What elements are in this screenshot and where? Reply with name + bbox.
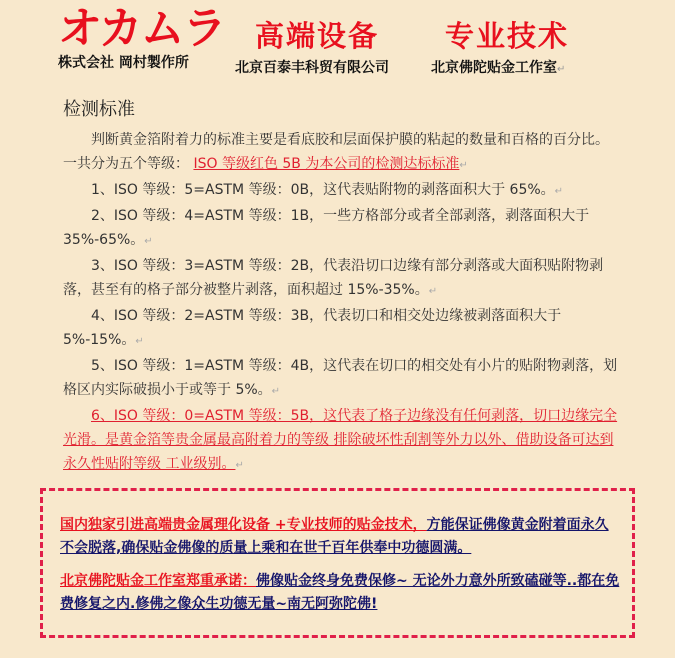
level-item-1: 1、ISO 等级：5=ASTM 等级：0B，这代表贴附物的剥落面积大于 65%。↵	[91, 182, 564, 198]
header	[0, 0, 675, 85]
promo-line-1: 国内独家引进高端贵金属理化设备 +专业技师的贴金技术，方能保证佛像黄金附着面永久不会脱落,确保贴金佛像的质量上乘和在世千百年供奉中功德圆满。	[60, 517, 609, 556]
standards-body	[63, 128, 618, 478]
intro-paragraph: 判断黄金箔附着力的标准主要是看底胶和层面保护膜的粘起的数量和百格的百分比。一共分为五个等级： ISO 等级红色 5B 为本公司的检测达标标准↵	[63, 132, 609, 172]
logo-subtitle: 株式会社 岡村製作所	[58, 55, 189, 71]
company-name-right: 北京佛陀贴金工作室↵	[431, 60, 566, 76]
paragraph-mark-icon: ↵	[557, 64, 566, 75]
level-item-3: 3、ISO 等级：3=ASTM 等级：2B，代表沿切口边缘有部分剥落或大面积贴附物剥落，甚至有的格子部分被整片剥落，面积超过 15%-35%。↵	[63, 258, 604, 298]
level-item-2: 2、ISO 等级：4=ASTM 等级：1B，一些方格部分或者全部剥落，剥落面积大于 35%-65%。↵	[63, 208, 590, 248]
promo-line-2: 北京佛陀贴金工作室郑重承诺：佛像贴金终身免费保修~ 无论外力意外所致磕碰等..都在免费修复之内.修佛之像众生功德无量~南无阿弥陀佛!	[60, 573, 620, 612]
section-title: 检测标准	[63, 99, 135, 120]
promo-text	[60, 514, 620, 626]
promo-box	[40, 488, 635, 638]
level-item-5: 5、ISO 等级：1=ASTM 等级：4B，这代表在切口的相交处有小片的贴附物剥落，划格区内实际破损小于或等于 5%。↵	[63, 358, 618, 398]
standard-highlight: ISO 等级红色 5B 为本公司的检测达标标准	[193, 156, 460, 172]
slogan-professional-tech: 专业技术	[445, 19, 570, 53]
slogan-high-end-equipment: 高端设备	[255, 19, 380, 53]
level-item-4: 4、ISO 等级：2=ASTM 等级：3B，代表切口和相交处边缘被剥落面积大于 5%-15%。↵	[63, 308, 562, 348]
level-item-6-highlight: 6、ISO 等级：0=ASTM 等级：5B，这代表了格子边缘没有任何剥落，切口边缘完全光滑。是黄金箔等贵金属最高附着力的等级 排除破坏性刮割等外力以外、借助设备可达到永久性贴附等级 工业级别。↵	[63, 408, 618, 472]
okamura-logo: オカムラ	[58, 3, 225, 54]
company-name-left: 北京百泰丰科贸有限公司	[235, 60, 389, 76]
